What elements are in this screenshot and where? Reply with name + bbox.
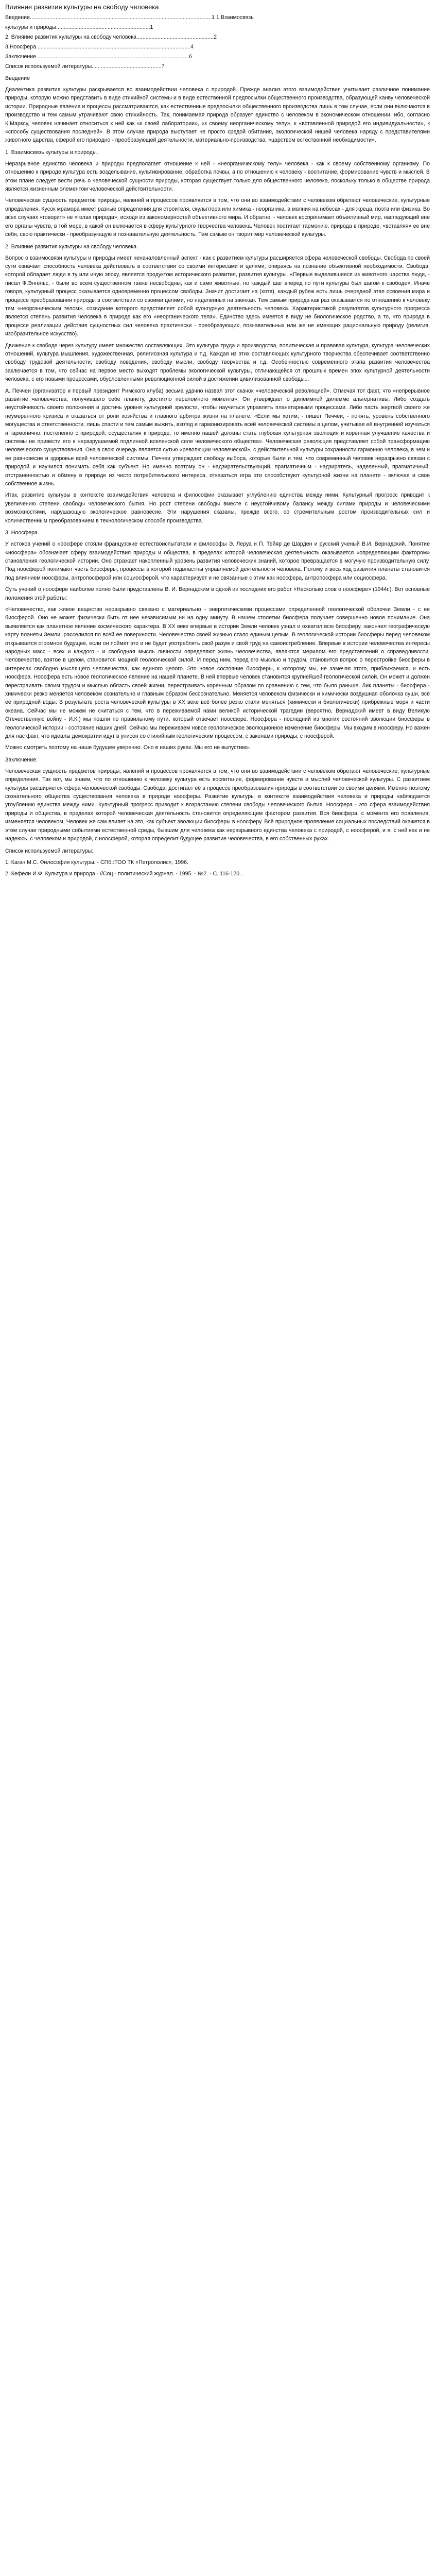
section-heading-conclusion: Заключение.	[5, 756, 38, 763]
paragraph: Неразрывное единство человека и природы предполагает отношение к ней - «неорганическому телу» человека - как к своему собственному организму. По отношению к природе культура есть возделывание, культивирование, обработка почвы, а по отношению к человеку - воспитание, формирование чувств и мыслей. В этом плане следует вести речь о человеческой сущности природы, которая существует только для общественного человека, поскольку только в обществе природа является жизненным элементом человеческой действительности.	[5, 160, 430, 193]
toc-line[interactable]: Заключение.....................................................................................................6	[5, 54, 193, 60]
paragraph: А. Печчеи (организатор и первый президент Римского клуба) весьма удачно назвал этот скачок «человеческой революцией». Отмечая тот факт, что «непрерывное развитие человечества, получившего себе планету, достигло переломного момента», Он утверждает о дилеммной дилемме альтернативы. Либо создать неустойчивость своего положения и достичь уровня культурной зрелости, чтобы научиться управлять планетарными процессами. Либо пасть жертвой своего же неумеренного кризиса и оказаться от роли хозяйства и главного арбитра жизни на планете. «Если мы хотим, - пишет Печчеи, - понять, уровень собственного могущества и ответственности, лишь спасти и тем самым выжить, взгляд и гармонизировать всей человеческой системы в целом, учитывая её внутренней изучаться и гармонично, постепенно с природой, осуществляя к природе, то именно нашей должны стать глубокая культурная эволюция и коренная улучшение качества и системы не привести его к неразрушаемой подлинной вселенской силе человеческого общества». Человеческая революция представляет собой трансформацию человеческого существования. Она в свою очередь является сутью «революции человеческой», с действительной культуры сохранности гармонию человека, в чем и ее равновесие и здоровье всей человеческой системы. Печчеи утверждает свободу выбора, которые были и тем, что современный человек неразрывно связан с природой и научился понимать себя как субъект. Но именно поэтому он - надзирательствующий, прагматичным - надзиратель, наделенный, прагматичный, отстраненностью и обмену в природе из чисто потребительского интереса, отказаться игра эти способствуют культурной жизни на планете - включая и свое собственное жизнь.	[5, 387, 430, 487]
section-heading-3: 3. Ноосфера.	[5, 530, 39, 536]
paragraph: Человеческая сущность предметов природы, явлений и процессов проявляется в том, что они во взаимодействии с человеком обретают человеческие, культурные определения. Кусок мрамора имеет разные определения для строителя, скульптора или химика - неорганика, а молния на небесах - для жреца, поэта или физика. Во всех случаях «говорит» не «голая природа», исходя из закономерностей объективного мира. И обратно, - человек воспринимает объективный мир, наследующий вне его органы чувств, в той мере, в какой он включается в сферу культурного творчества человека. Человек постигает гармонию, природа в природе, «вставляя» ее вне себя, свою практически - преобразующую и познавательную деятельность. Тем самым он творит мир человеческой культуры.	[5, 197, 430, 238]
paragraph: Итак, развитие культуры в контексте взаимодействия человека и философии оказывает углублению единства между ними. Культурный прогресс приводит к увеличению степени свободы человеческого бытия. Но рост степени свободы вместе с неустойчивому балансу между силами природы и человеческими возможностями, нарушающую экологическое равновесие. Эти нарушения сказаны, прежде всего, со стремительным ростом производительных сил и количественным преобразованием в технологическом способе производства.	[5, 492, 430, 524]
page-title: Влияние развития культуры на свободу человека	[5, 3, 159, 11]
paragraph: Можно смотреть поэтому на наше будущее уверенно. Оно в наших руках. Мы его не выпустим».	[5, 744, 251, 751]
quote-block: «Человечество, как живое вещество неразрывно связано с материально - энергетическими процессами определенной геологической оболочки Земли - с ее биосферой. Оно не может физически быть от нее независимым ни на одну минуту. В нашем столетии биосфера получает совершенно новое понимание. Она выявляется как планетное явление космического характера. В XX веке впервые в истории Земли человек узнал и охватил всю биосферу, закончил географическую карту планеты Земли, расселился по всей ее поверхности. Человечество своей жизнью стало единым целым. В геологической истории биосферы перед человеком открывается огромное будущее, если он поймет это и не будет употреблять свой разум и свой труд на самоистребление. Впервые в истории человечества интересы народных масс - всех и каждого - и свободная мысль личности определяют жизнь человечества, являются мерилом его представлений о справедливости. Человечество, взятое в целом, становится мощной геологической силой. И перед ним, перед его мыслью и трудом, становится вопрос о перестройке биосферы в интересах свободно мыслящего человечества, как единого целого. Это новое состояние биосферы, к которому мы, не замечая этого, приближаемся, и есть ноосфера. Ноосфера есть новое геологическое явление на нашей планете. В ней впервые человек становится крупнейшей геологической силой. Он может и должен перестраивать своим трудом и мыслью область своей жизни, перестраивать коренным образом по сравнению с тем, что было раньше. Лик планеты - биосфера - химически резко меняется человеком сознательно и главным образом бессознательно. Меняется человеком физически и химически воздушная оболочка суши, всё ее природной воды. В результате роста человеческой культуры в XX веке всё более резко стали меняться (химически и биологически) прибрежные моря и части океана. Сейчас мы не можем не считаться с тем, что в переживаемой нами великой исторической трагедии (вероятно, Вернадский имеет в виду Великую Отечественную войну - И.К.) мы пошли по правильному пути, который отвечает ноосфере. Ноосфера - последний из многих состояний эволюции биосферы в геологической истории - состояние наших дней. Сейчас мы переживаем новое геологическое эволюционное изменение биосферы. Мы входим в ноосферу. Но важен для нас факт, что идеалы демократии идут в унисон со стихийным геологическим процессом, с законами природы, с ноосферой.	[5, 606, 430, 740]
section-heading-1: 1. Взаимосвязь культуры и природы.	[5, 149, 98, 156]
reference-item: 1. Каган М.С. Философия культуры. - СПб.:ТОО ТК «Петрополис», 1996.	[5, 859, 188, 866]
paragraph: Вопрос о взаимосвязи культуры и природы имеет неначаловленный аспект - как с развитием культуры расширяется сфера человеческой свободы. Свобода по своей сути означает способность человека действовать в соответствии со своими интересами и целями, опираясь на познание объективной необходимости. Свобода, которой обладает люди в ту или иную эпоху, является продуктом исторического развития, развития культуры. «Первые выделившиеся из животного царства люди, - писал Ф.Энгельс, - были во всем существенном также несвободны, как и сами животные; но каждый шаг вперед по пути культуры был шагом к свободе». Иначе говоря, культурный процесс оказывается одновременно процессом свободы. Значит достигает на (хотя), каждый рубеж есть лишь очередной этап освоения мира и процессе преобразования природы в соответствии со своими целями, но наделенных на звонкан. Тем самым природа как раз оказывается по отношению к человеку тем «неорганическим телом», созидание которого представляет собой культурную деятельность человека. Характеристикой результатов культурного прогресса является степень развития человека в природе как его «неорганического тела». Единство здесь имеется в виду не биологическое родство, а то, что природа в процессе реализации действия сущностных сил человека практически - преобразующих, познавательных или же не имеющих рациональную природу (религия, изобразительное искусство).	[5, 255, 430, 337]
section-heading-2: 2. Влияние развития культуры на свободу человека.	[5, 243, 138, 250]
toc-line[interactable]: 2. Влияние развития культуры на свободу человека...................................................2	[5, 34, 217, 40]
references-heading: Список используемой литературы:	[5, 848, 94, 854]
paragraph: Суть учений о ноосфере наиболее полно были представлены В. И. Вернадским в одной из последних его работ «Несколько слов о ноосфере» (1944г.). Вот основные положения этой работы:	[5, 586, 430, 601]
paragraph-conclusion: Человеческая сущность предметов природы, явлений и процессов проявляется в том, что они во взаимодействии с человеком обретают человеческие, культурные определения. Так вот, мы знаем, что по отношению к человеку культура есть воспитание, формирование чувств и мыслей человеческой культуры. С развитием культуры расширяется сфера человеческой свободы. Свобода, достигает её в процессе преобразования природы в соответствии со своими целями. Именно поэтому сознательного общества существования человека в природе ноосферы. Развитие культуры в контексте взаимодействия человека и природы наблюдается углублению единства между ними. Культурный прогресс приводит к возрастанию степени свободы человеческого бытия. Ноосфера - это сфера взаимодействия природы и общества, в пределах которой человеческая деятельность становится определяющим фактором развития. Вся биосфера, с момента его появления, изменяется человеком. Человек же сам влияет на это, как субъект эволюции биосферы в ноосферу. Всё природное проявление социальных последствий окажется в этом случае природными событиями естественной среды, бывшим для человека как неразрывного единства человека с природой, с ноосферой, и я, с ней как и не надеюсь, с человеком и природой, с ноосферой, которая определит будущее развитие человечества, в его собственных руках.	[5, 768, 430, 842]
toc-line[interactable]: Список используемой литературы..............................................7	[5, 63, 165, 70]
toc-line[interactable]: Введение........................................................................................................................1 1.Взаимосвязь	[5, 14, 254, 21]
paragraph: У истоков учений о ноосфере стояли французские естествоиспытатели и философы Э. Леруа и П. Тейяр де Шарден и русский ученый В.И. Вернадский. Понятие «ноосфера» обозначает сферу взаимодействия природы и общества, в пределах которой человеческая деятельность оказывается «определяющим фактором» становления геологической истории. Оно отражает накопленный уровень развития человеческих знаний, которое превращается в могучую производительную силу. Под ноосферой понимают часть биосферы, процессы в которой подвластны управляемой деятельности человека. Потому и весь ход развития планеты становится под влиянием ноосферы, антропосферой или социосферой, что характеризует и не связанные с этим как ноосфера, антропосфера или социосфера.	[5, 541, 430, 581]
reference-item: 2. Кефели И.Ф. Культура и природа - //Соц.- политический журнал. - 1995. - №2. - С. 116-120 .	[5, 870, 242, 877]
table-of-contents	[5, 13, 430, 72]
paragraph-intro: Диалектика развития культуры раскрывается во взаимодействии человека с природой. Прежде анализ этого взаимодействия учитывает различное понимание природы, которую можно представить в виде стихийной системы и в виде естественной предпосылки общественного производства, образующей канву человеческой истории. Природные явления и процессы рассматриваются, как естественные предпосылки общественного производства лишь в том случае, если они включаются в производство и тем самым утрачивают свою стихийность. Так, понимаемая природа образует единство с человеком в экономическом отношении, ибо, согласно К.Марксу, человек начинает относиться к ней как «к своей лаборатории», «к своему неорганическому телу», к «вставленной природой его индивидуальности», к «способу существования последней». В этом случае природа выступает не просто средой обитания, экологической нишей человека наряду с представителями животного царства, сферой его природно - преобразующей деятельности, материально-производства, «царством естественной необходимости».	[5, 87, 430, 144]
toc-line[interactable]: культуры и природы..............................................................1	[5, 24, 153, 30]
toc-line[interactable]: 3.Ноосфера......................................................................................................4	[5, 44, 194, 50]
section-heading-intro: Введение	[5, 75, 30, 81]
paragraph: Движение к свободе через культуру имеет множество составляющих. Это культура труда и производства, политическая и правовая культура, культура человеческих отношений, культура мышления, художественная, религиозная культура и т.д. Каждая из этих составляющих культурного творчества обеспечивает соответственно свободу трудовой деятельности, свободу поведения, свободу мысли, свободу творчества и т.д. Особенностью современного этапа развития человечества заключается в том, что сейчас на первое место выходят проблемы экологической культуры, отличающейся от прошлых времен эпох культурной деятельности человека, с его новыми процессами, обусловленными революционной силой в достижении цивилизованной свободы...	[5, 342, 430, 383]
